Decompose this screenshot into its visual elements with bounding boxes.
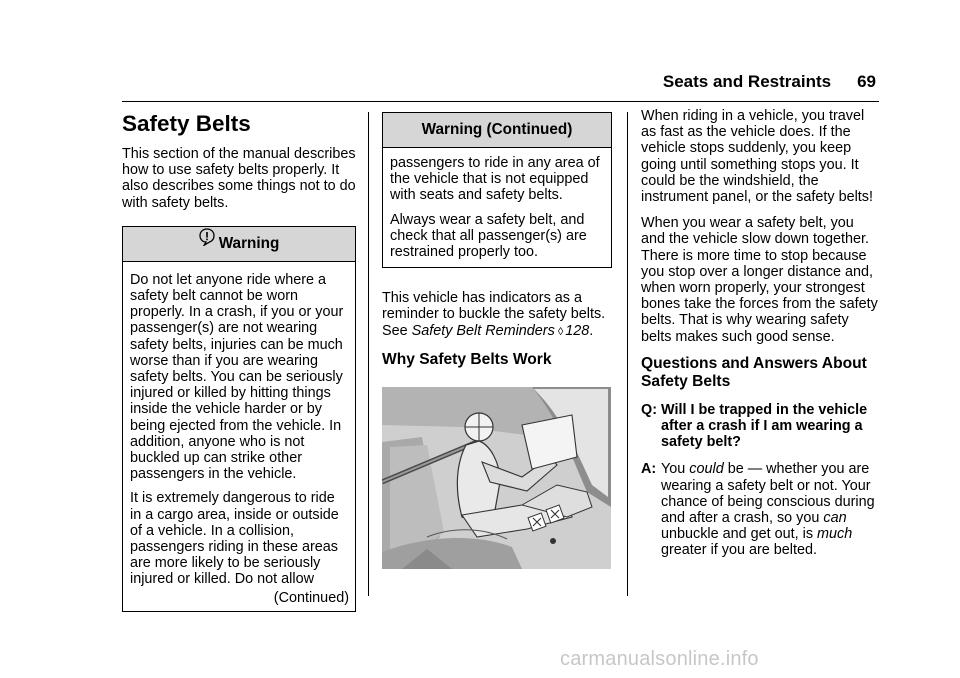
- body-paragraph-1: When riding in a vehicle, you travel as fast as the vehicle does. If the vehicle stops suddenly, you keep going until something stops you. It could be the windshield, the instrument panel, or the safety belts!: [641, 108, 873, 206]
- warning-continued-header: Warning (Continued): [383, 113, 611, 148]
- column-divider-1: [368, 112, 369, 596]
- warning-continued-label: (Continued): [273, 589, 349, 606]
- warning-paragraph-2: It is extremely dangerous to ride in a cargo area, inside or outside of a vehicle. In a collision, passengers riding in these areas are more likely to be seriously injured or killed. Do not allow: [130, 490, 339, 588]
- question-text: Will I be trapped in the vehicle after a crash if I am wearing a safety belt?: [661, 401, 868, 451]
- header-rule: [122, 101, 879, 102]
- question-block: [641, 402, 881, 451]
- questions-and-answers-heading: Questions and Answers About Safety Belts: [641, 354, 867, 390]
- warning-box: [122, 226, 356, 612]
- answer-text-part-4: greater if you are belted.: [661, 542, 817, 559]
- warning-header: [123, 227, 355, 262]
- reference-page-number[interactable]: 128: [565, 322, 590, 339]
- answer-block: [641, 461, 881, 558]
- column-divider-2: [627, 112, 628, 596]
- page-reference-arrow-icon: ◊: [557, 325, 564, 338]
- body-paragraph-2: When you wear a safety belt, you and the vehicle slow down together. There is more time to stop because you stop over a longer distance and, when worn properly, your strongest bones take the forces from the safety belts. That is why wearing safety belts makes such good sense.: [641, 215, 878, 345]
- column-3: [641, 108, 881, 570]
- watermark: carmanualsonline.info: [560, 648, 759, 670]
- why-safety-belts-work-heading: Why Safety Belts Work: [382, 350, 552, 368]
- answer-text-part-1: You: [661, 461, 686, 478]
- answer-text-part-3: unbuckle and get out, is: [661, 526, 814, 543]
- answer-text: [661, 461, 875, 558]
- indicators-paragraph: [382, 290, 612, 340]
- column-1: [122, 111, 356, 612]
- answer-emphasis-much: much: [817, 526, 853, 543]
- answer-text-part-2: be — whether you are wearing a safety belt or not. Your chance of being conscious during and after a crash, so you: [661, 461, 875, 527]
- answer-emphasis-could: could: [689, 461, 724, 478]
- warning-continued-box: [382, 112, 612, 268]
- warning-title: Warning: [218, 234, 280, 252]
- column-2: [382, 112, 612, 573]
- question-label: Q:: [641, 401, 657, 418]
- see-label: See: [382, 322, 408, 339]
- crash-test-dummy-illustration: [382, 387, 611, 569]
- warning-paragraph-1: Do not let anyone ride where a safety belt cannot be worn properly. In a crash, if you or your passenger(s) are not wearing safety belts, injuries can be much worse than if you are wearing safety belts. You can be seriously injured or killed by hitting things inside the vehicle harder or by being ejected from the vehicle. In addition, anyone who is not buckled up can strike other passengers in the vehicle.: [130, 271, 344, 483]
- warning-continued-paragraph-2: Always wear a safety belt, and check that all passenger(s) are restrained properly too.: [390, 211, 587, 261]
- indicators-text: This vehicle has indicators as a reminder to buckle the safety belts.: [382, 290, 606, 323]
- page-number: 69: [857, 72, 876, 91]
- intro-paragraph: This section of the manual describes how to use safety belts properly. It also describes some things not to do with safety belts.: [122, 146, 356, 211]
- page-header: [663, 72, 876, 92]
- section-title: Safety Belts: [122, 111, 251, 136]
- header-section-title: Seats and Restraints: [662, 72, 832, 91]
- sentence-end: .: [589, 322, 594, 339]
- safety-belt-reminders-link[interactable]: [412, 323, 590, 339]
- answer-emphasis-can: can: [823, 510, 847, 527]
- safety-belt-reminders-ref[interactable]: Safety Belt Reminders: [411, 322, 555, 339]
- warning-continued-paragraph-1: passengers to ride in any area of the vehicle that is not equipped with seats and safety belts.: [390, 155, 600, 204]
- warning-symbol-icon: [199, 225, 215, 259]
- answer-label: A:: [641, 461, 657, 478]
